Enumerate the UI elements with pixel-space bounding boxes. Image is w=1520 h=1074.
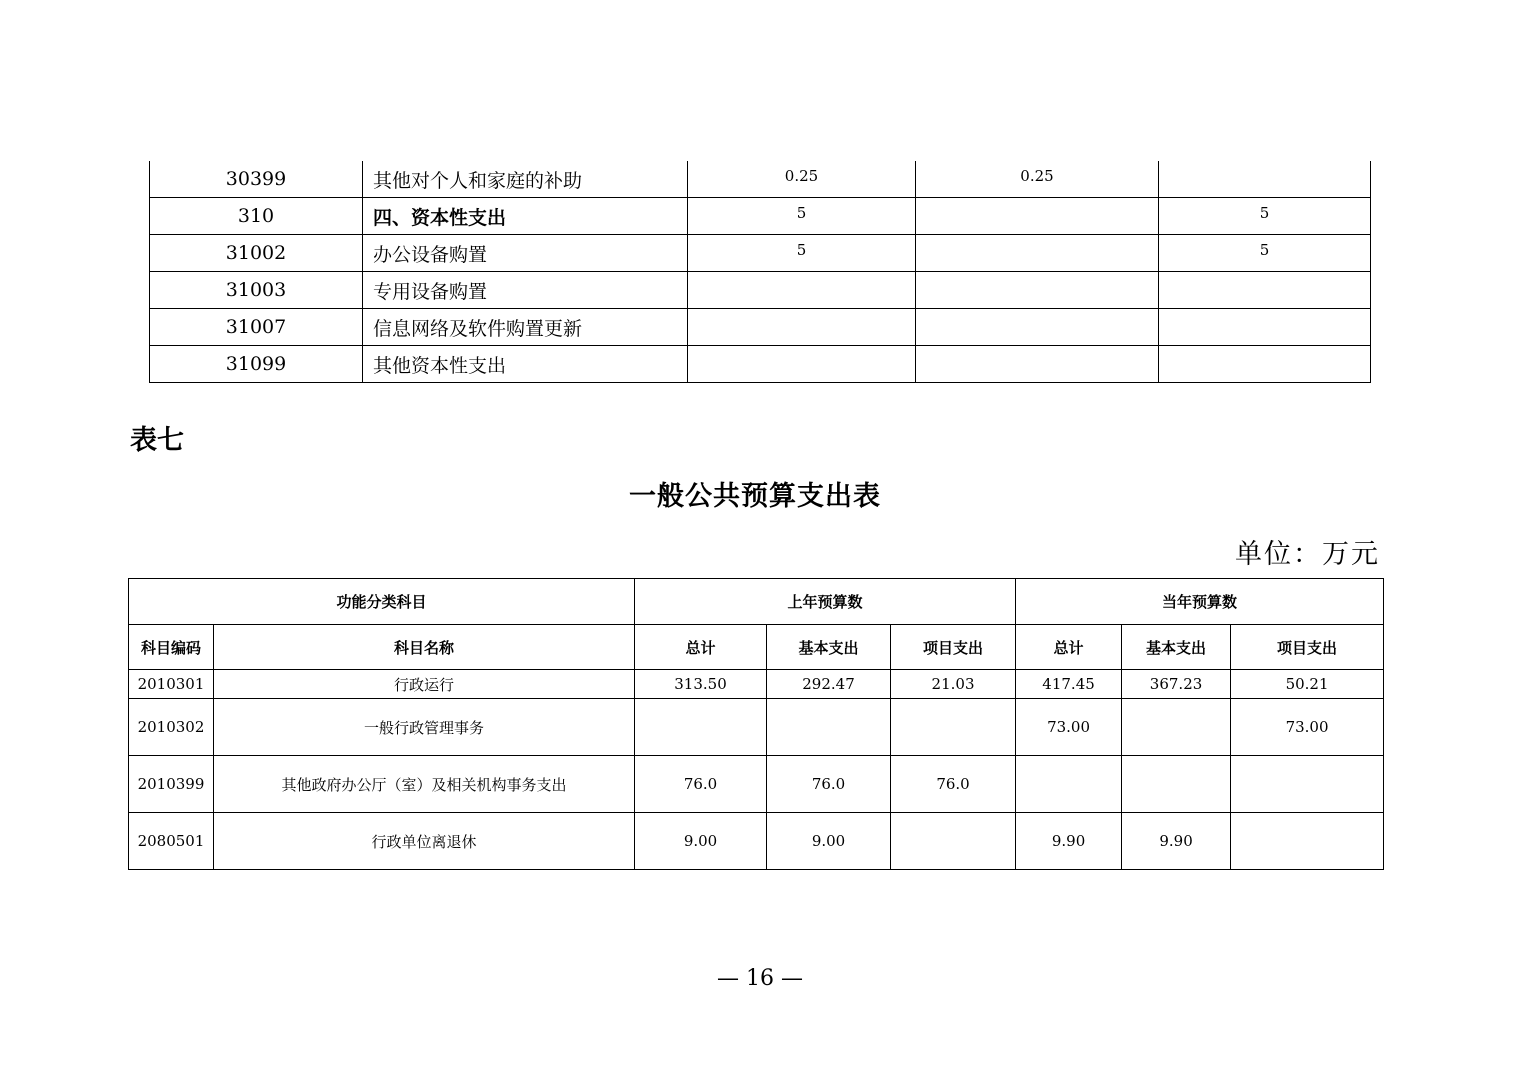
- header-curr-basic: 基本支出: [1122, 625, 1231, 670]
- cell-prev-project: 76.0: [891, 756, 1016, 813]
- cell-curr-basic: 9.90: [1122, 813, 1231, 870]
- cell-total: [688, 272, 916, 309]
- cell-code: 2010399: [129, 756, 214, 813]
- cell-curr-project: [1231, 756, 1384, 813]
- cell-basic: [916, 272, 1159, 309]
- cell-curr-basic: [1122, 699, 1231, 756]
- cell-name: 一般行政管理事务: [214, 699, 635, 756]
- cell-prev-basic: [767, 699, 891, 756]
- header-prev-total: 总计: [635, 625, 767, 670]
- cell-project: 5: [1159, 198, 1371, 235]
- cell-code: 2010301: [129, 670, 214, 699]
- cell-curr-basic: 367.23: [1122, 670, 1231, 699]
- cell-prev-total: 9.00: [635, 813, 767, 870]
- cell-name: 专用设备购置: [363, 272, 688, 309]
- cell-total: [688, 309, 916, 346]
- cell-curr-basic: [1122, 756, 1231, 813]
- cell-basic: [916, 346, 1159, 383]
- table-title: 一般公共预算支出表: [629, 481, 881, 512]
- cell-basic: [916, 309, 1159, 346]
- cell-project: [1159, 346, 1371, 383]
- table-row: [150, 235, 1371, 272]
- table-row: [129, 756, 1384, 813]
- cell-code: 310: [150, 198, 363, 235]
- cell-project: [1159, 272, 1371, 309]
- cell-curr-project: 50.21: [1231, 670, 1384, 699]
- table-label: 表七: [130, 425, 184, 456]
- cell-prev-basic: 9.00: [767, 813, 891, 870]
- cell-project: [1159, 161, 1371, 198]
- table-row: [129, 670, 1384, 699]
- cell-prev-total: 76.0: [635, 756, 767, 813]
- header-name: 科目名称: [214, 625, 635, 670]
- header-curr-project: 项目支出: [1231, 625, 1384, 670]
- cell-code: 2010302: [129, 699, 214, 756]
- cell-code: 31002: [150, 235, 363, 272]
- cell-basic: 0.25: [916, 161, 1159, 198]
- cell-curr-total: 73.00: [1016, 699, 1122, 756]
- cell-total: 0.25: [688, 161, 916, 198]
- cell-project: 5: [1159, 235, 1371, 272]
- cell-prev-basic: 76.0: [767, 756, 891, 813]
- cell-name: 信息网络及软件购置更新: [363, 309, 688, 346]
- header-prev-basic: 基本支出: [767, 625, 891, 670]
- cell-name: 其他对个人和家庭的补助: [363, 161, 688, 198]
- sub-header-row: [129, 625, 1384, 670]
- cell-prev-project: 21.03: [891, 670, 1016, 699]
- cell-curr-total: [1016, 756, 1122, 813]
- cell-name: 其他资本性支出: [363, 346, 688, 383]
- cell-code: 31007: [150, 309, 363, 346]
- cell-curr-project: 73.00: [1231, 699, 1384, 756]
- cell-prev-total: [635, 699, 767, 756]
- cell-basic: [916, 235, 1159, 272]
- cell-prev-basic: 292.47: [767, 670, 891, 699]
- header-code: 科目编码: [129, 625, 214, 670]
- cell-name: 办公设备购置: [363, 235, 688, 272]
- cell-prev-project: [891, 813, 1016, 870]
- cell-prev-project: [891, 699, 1016, 756]
- header-curr-year: 当年预算数: [1016, 579, 1384, 625]
- cell-total: [688, 346, 916, 383]
- cell-prev-total: 313.50: [635, 670, 767, 699]
- cell-total: 5: [688, 198, 916, 235]
- expense-continuation-body: [150, 161, 1371, 383]
- table-row: [129, 813, 1384, 870]
- header-curr-total: 总计: [1016, 625, 1122, 670]
- cell-name: 其他政府办公厅（室）及相关机构事务支出: [214, 756, 635, 813]
- group-header-row: [129, 579, 1384, 625]
- table-row: [150, 309, 1371, 346]
- cell-code: 30399: [150, 161, 363, 198]
- table-row: [150, 346, 1371, 383]
- header-prev-year: 上年预算数: [635, 579, 1016, 625]
- cell-curr-total: 9.90: [1016, 813, 1122, 870]
- table-row: [150, 198, 1371, 235]
- header-prev-project: 项目支出: [891, 625, 1016, 670]
- cell-name: 行政运行: [214, 670, 635, 699]
- general-public-budget-table: [128, 578, 1384, 870]
- unit-note: 单位：万元: [1235, 539, 1380, 570]
- expense-continuation-table: [149, 161, 1371, 383]
- cell-total: 5: [688, 235, 916, 272]
- cell-code: 2080501: [129, 813, 214, 870]
- cell-code: 31099: [150, 346, 363, 383]
- cell-curr-total: 417.45: [1016, 670, 1122, 699]
- table-row: [129, 699, 1384, 756]
- cell-project: [1159, 309, 1371, 346]
- table-row: [150, 272, 1371, 309]
- page-number: — 16 —: [717, 966, 803, 991]
- cell-basic: [916, 198, 1159, 235]
- table-row: [150, 161, 1371, 198]
- cell-name: 四、资本性支出: [363, 198, 688, 235]
- cell-name: 行政单位离退休: [214, 813, 635, 870]
- header-category: 功能分类科目: [129, 579, 635, 625]
- cell-code: 31003: [150, 272, 363, 309]
- cell-curr-project: [1231, 813, 1384, 870]
